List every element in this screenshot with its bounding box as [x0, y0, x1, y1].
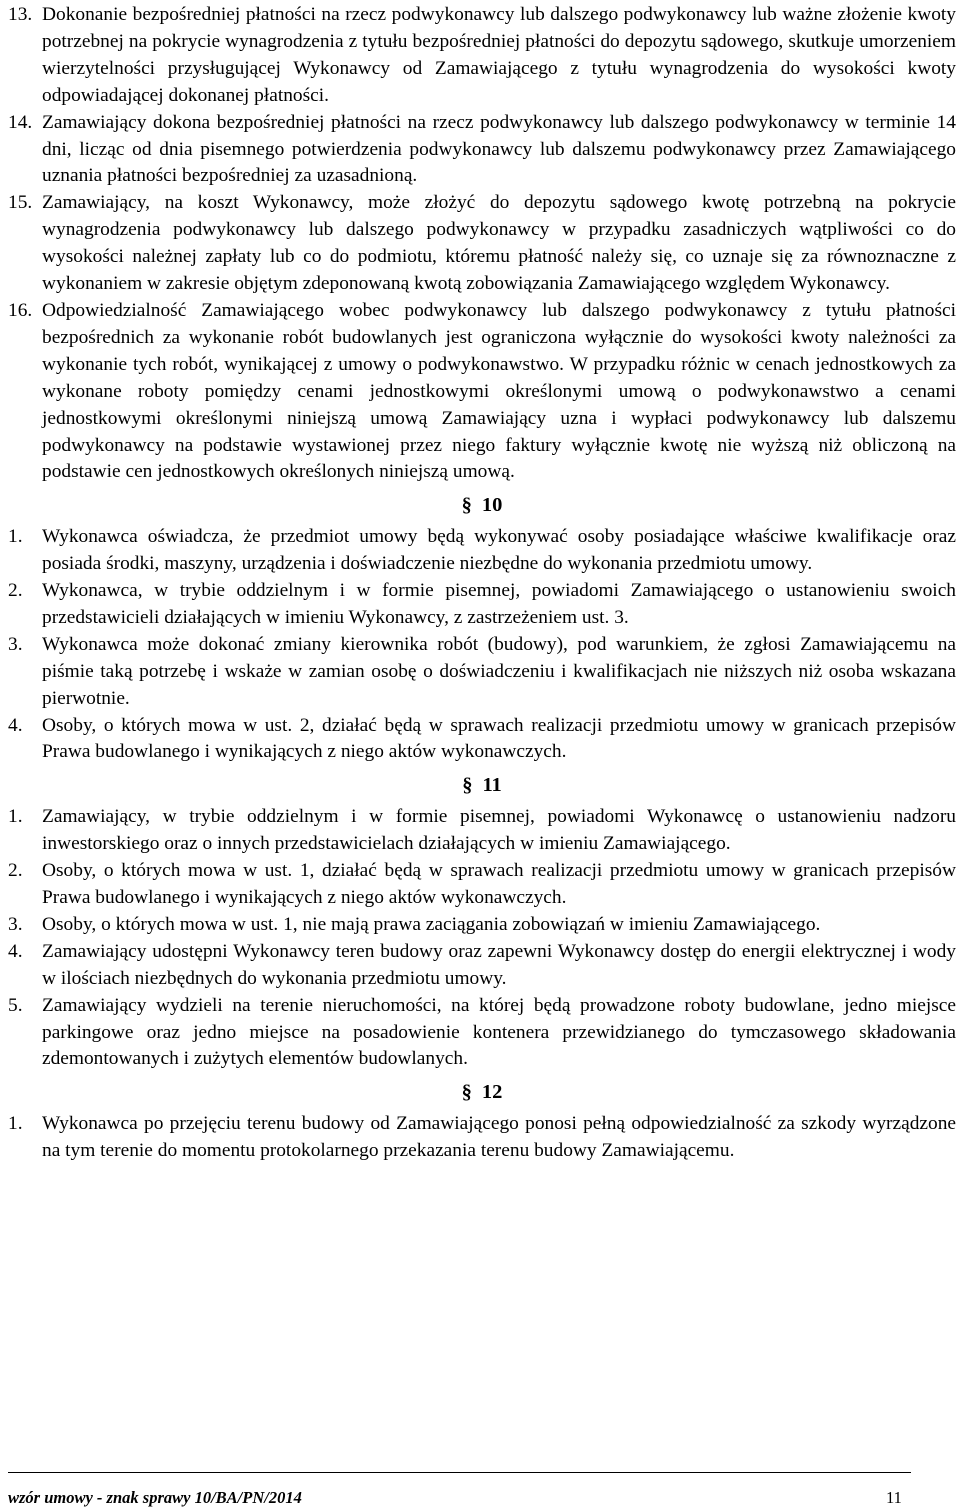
paragraph-16	[8, 298, 956, 486]
paragraph-text: Zamawiający udostępni Wykonawcy teren budowy oraz zapewni Wykonawcy dostęp do energii elektrycznej i wody w ilościach niezbędnych do wykonania przedmiotu umowy.	[42, 940, 956, 989]
paragraph-10-2	[8, 578, 956, 632]
paragraph-text: Zamawiający wydzieli na terenie nieruchomości, na której będą prowadzone roboty budowlane, jedno miejsce parkingowe oraz jedno miejsce na posadowienie kontenera przewidzianego do tymczasowego składowania zdemontowanych i zużytych elementów budowlanych.	[42, 994, 956, 1070]
paragraph-text: Osoby, o których mowa w ust. 2, działać będą w sprawach realizacji przedmiotu umowy w granicach przepisów Prawa budowlanego i wynikających z niego aktów wykonawczych.	[42, 714, 956, 763]
paragraph-11-3	[8, 912, 956, 939]
section-heading-11	[8, 772, 956, 799]
paragraph-number: 1.	[8, 1113, 23, 1135]
paragraph-number: 15.	[8, 192, 33, 214]
paragraph-12-1	[8, 1111, 956, 1165]
paragraph-13	[8, 2, 956, 110]
section-number: 10	[481, 494, 503, 517]
paragraph-number: 4.	[8, 940, 23, 962]
paragraph-number: 5.	[8, 994, 23, 1016]
paragraph-text: Zamawiający, w trybie oddzielnym i w formie pisemnej, powiadomi Wykonawcę o ustanowieniu nadzoru inwestorskiego oraz o innych przedstawicielach działających w imieniu Zamawiającego.	[42, 806, 956, 855]
paragraph-number: 1.	[8, 526, 23, 548]
paragraph-number: 4.	[8, 714, 23, 736]
paragraph-11-5	[8, 993, 956, 1074]
paragraph-11-4	[8, 939, 956, 993]
section-heading-12	[8, 1079, 956, 1106]
paragraph-text: Wykonawca oświadcza, że przedmiot umowy będą wykonywać osoby posiadające właściwe kwalifikacje oraz posiada środki, maszyny, urządzenia i doświadczenie niezbędne do wykonania przedmiotu umowy.	[42, 526, 956, 575]
paragraph-number: 14.	[8, 111, 33, 133]
footer-document-reference: wzór umowy - znak sprawy 10/BA/PN/2014	[8, 1488, 302, 1507]
paragraph-number: 2.	[8, 860, 23, 882]
section-sign: §	[461, 494, 472, 517]
document-body	[8, 2, 956, 1165]
paragraph-number: 13.	[8, 4, 33, 25]
paragraph-text: Wykonawca, w trybie oddzielnym i w formie pisemnej, powiadomi Zamawiającego o ustanowieniu swoich przedstawicieli działających w imieniu Wykonawcy, z zastrzeżeniem ust. 3.	[42, 580, 956, 628]
paragraph-text: Osoby, o których mowa w ust. 1, działać będą w sprawach realizacji przedmiotu umowy w granicach przepisów Prawa budowlanego i wynikających z niego aktów wykonawczych.	[42, 860, 956, 908]
footer-page-number: 11	[886, 1488, 902, 1507]
paragraph-number: 1.	[8, 806, 23, 828]
section-sign: §	[462, 774, 473, 797]
paragraph-number: 3.	[8, 913, 23, 935]
footer-divider	[8, 1472, 911, 1473]
paragraph-11-1	[8, 804, 956, 858]
paragraph-10-1	[8, 524, 956, 578]
paragraph-text: Wykonawca po przejęciu terenu budowy od Zamawiającego ponosi pełną odpowiedzialność za szkody wyrządzone na tym terenie do momentu protokolarnego przekazania terenu budowy Zamawiającemu.	[42, 1113, 956, 1162]
paragraph-text: Wykonawca może dokonać zmiany kierownika robót (budowy), pod warunkiem, że zgłosi Zamawiającemu na piśmie taką potrzebę i wskaże w zamian osobę o doświadczeniu i kwalifikacjach nie niższych niż osoba wskazana pierwotnie.	[42, 633, 956, 709]
paragraph-10-4	[8, 713, 956, 767]
paragraph-15	[8, 190, 956, 298]
paragraph-number: 3.	[8, 633, 23, 655]
paragraph-14	[8, 110, 956, 191]
paragraph-text: Osoby, o których mowa w ust. 1, nie mają prawa zaciągania zobowiązań w imieniu Zamawiającego.	[42, 913, 821, 935]
paragraph-text: Zamawiający, na koszt Wykonawcy, może złożyć do depozytu sądowego kwotę potrzebną na pokrycie wynagrodzenia podwykonawcy lub dalszego podwykonawcy w przypadku zasadniczych wątpliwości co do wysokości należnej zapłaty lub co do podmiotu, któremu płatność należy się, co uznaje się za równoznaczne z wykonaniem w zakresie objętym zdeponowaną kwotą zobowiązania Zamawiającego względem Wykonawcy.	[42, 192, 956, 295]
section-number: 11	[482, 774, 502, 797]
section-heading-10	[8, 492, 956, 519]
paragraph-11-2	[8, 858, 956, 912]
paragraph-text: Dokonanie bezpośredniej płatności na rzecz podwykonawcy lub dalszego podwykonawcy lub ważne złożenie kwoty potrzebnej na pokrycie wynagrodzenia z tytułu bezpośredniej płatności do depozytu sądowego, skutkuje umorzeniem wierzytelności przysługującej Wykonawcy od Zamawiającego z tytułu wynagrodzenia do wysokości kwoty odpowiadającej dokonanej płatności.	[42, 4, 956, 106]
paragraph-10-3	[8, 632, 956, 713]
paragraph-text: Odpowiedzialność Zamawiającego wobec podwykonawcy lub dalszego podwykonawcy z tytułu płatności bezpośrednich za wykonanie robót budowlanych jest ograniczona wyłącznie do wysokości kwoty należności za wykonanie tych robót, wynikającej z umowy o podwykonawstwo. W przypadku różnic w cenach jednostkowych za wykonane roboty pomiędzy cenami jednostkowymi określonymi umową o podwykonawstwo a cenami jednostkowymi określonymi niniejszą umową Zamawiający uzna i wypłaci podwykonawcy lub dalszemu podwykonawcy na podstawie wystawionej przez niego faktury wyłącznie kwotę nie wyższą niż obliczoną na podstawie cen jednostkowych określonych niniejszą umową.	[42, 299, 956, 483]
paragraph-number: 2.	[8, 580, 23, 602]
section-number: 12	[481, 1081, 503, 1104]
section-sign: §	[461, 1081, 472, 1104]
paragraph-text: Zamawiający dokona bezpośredniej płatności na rzecz podwykonawcy lub dalszego podwykonawcy w terminie 14 dni, licząc od dnia pisemnego potwierdzenia podwykonawcy lub dalszemu podwykonawcy przez Zamawiającego uznania płatności bezpośredniej za uzasadnioną.	[42, 111, 956, 187]
paragraph-number: 16.	[8, 299, 33, 321]
